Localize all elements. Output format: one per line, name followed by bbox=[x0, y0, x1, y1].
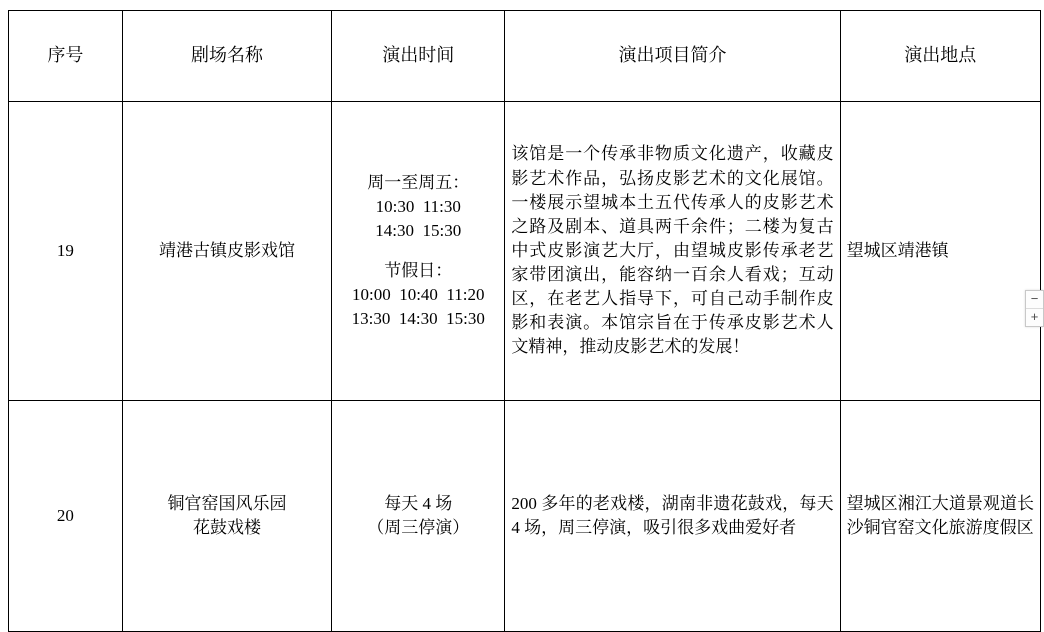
cell-show-time bbox=[332, 102, 505, 401]
time-line: 10:30 11:30 bbox=[375, 196, 461, 216]
cell-venue: 望城区靖港镇 bbox=[840, 102, 1040, 401]
time-line: （周三停演） bbox=[367, 518, 470, 537]
time-block-title: 周一至周五： bbox=[367, 172, 470, 192]
time-line: 每天 4 场 bbox=[384, 493, 453, 513]
time-block-weekday bbox=[338, 171, 498, 243]
column-header-no: 序号 bbox=[9, 11, 123, 102]
theater-name-line: 铜官窑国风乐园 bbox=[167, 493, 287, 513]
table-body bbox=[9, 102, 1041, 632]
time-block-title: 节假日： bbox=[384, 261, 453, 280]
cell-show-description: 该馆是一个传承非物质文化遗产，收藏皮影艺术作品，弘扬皮影艺术的文化展馆。一楼展示望城本土五代传承人的皮影艺术之路及剧本、道具两千余件；二楼为复古中式皮影演艺大厅，由望城皮影传承老艺家带团演出，能容纳一百余人看戏；互动区，在老艺人指导下，可自己动手制作皮影和表演。本馆宗旨在于传承皮影艺术人文精神，推动皮影艺术的发展！ bbox=[505, 102, 840, 401]
zoom-out-button[interactable]: − bbox=[1026, 291, 1043, 308]
cell-theater-name bbox=[122, 102, 331, 401]
cell-row-number: 20 bbox=[9, 401, 123, 632]
time-line: 13:30 14:30 15:30 bbox=[351, 309, 485, 329]
cell-venue: 望城区湘江大道景观道长沙铜官窑文化旅游度假区 bbox=[840, 401, 1040, 632]
cell-theater-name bbox=[122, 401, 331, 632]
zoom-control[interactable] bbox=[1025, 290, 1044, 327]
time-block-daily bbox=[338, 492, 498, 540]
performance-schedule-table bbox=[8, 10, 1041, 632]
zoom-in-button[interactable]: + bbox=[1026, 308, 1043, 326]
table-header bbox=[9, 11, 1041, 102]
table-header-row bbox=[9, 11, 1041, 102]
cell-show-description: 200 多年的老戏楼，湖南非遗花鼓戏，每天 4 场，周三停演，吸引很多戏曲爱好者 bbox=[505, 401, 840, 632]
time-line: 14:30 15:30 bbox=[375, 220, 462, 240]
time-block-holiday bbox=[338, 259, 498, 331]
column-header-show-description: 演出项目简介 bbox=[505, 11, 840, 102]
table-row bbox=[9, 401, 1041, 632]
time-line: 10:00 10:40 11:20 bbox=[351, 285, 485, 305]
cell-row-number: 19 bbox=[9, 102, 123, 401]
column-header-venue: 演出地点 bbox=[840, 11, 1040, 102]
document-page bbox=[0, 10, 1044, 631]
table-row bbox=[9, 102, 1041, 401]
theater-name-line: 靖港古镇皮影戏馆 bbox=[158, 240, 295, 260]
theater-name-line: 花鼓戏楼 bbox=[192, 518, 261, 537]
column-header-theater-name: 剧场名称 bbox=[122, 11, 331, 102]
column-header-show-time: 演出时间 bbox=[332, 11, 505, 102]
cell-show-time bbox=[332, 401, 505, 632]
